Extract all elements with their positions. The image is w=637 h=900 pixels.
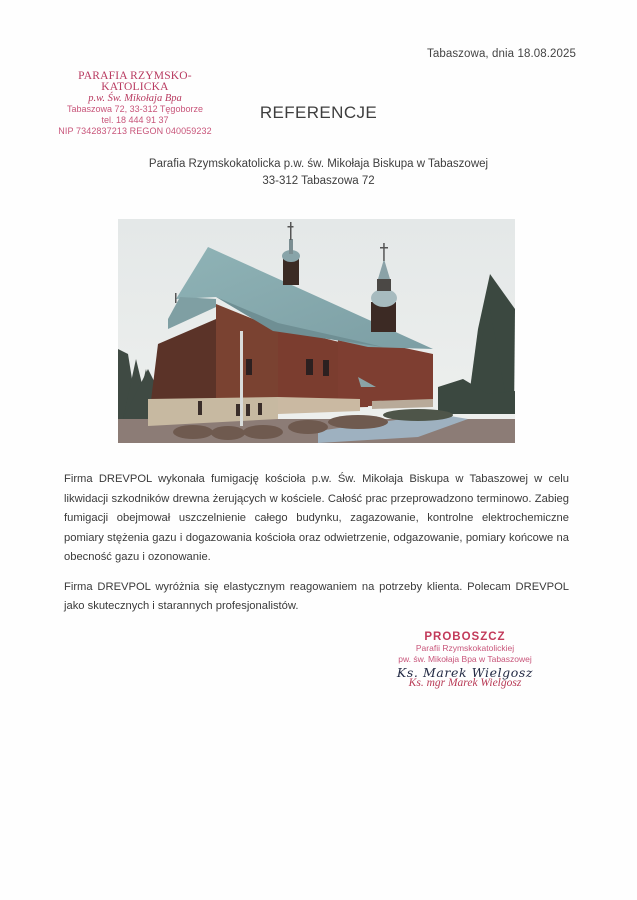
stamp-line-patron: p.w. Św. Mikołaja Bpa xyxy=(88,93,182,104)
church-illustration xyxy=(118,219,515,443)
signature-title: PROBOSZCZ xyxy=(424,631,506,643)
signature-printed-name: Ks. mgr Marek Wielgosz xyxy=(408,677,522,689)
stamp-line-tax-ids: NIP 7342837213 REGON 040059232 xyxy=(58,126,212,136)
addressee-block xyxy=(0,156,637,190)
addressee-address: 33-312 Tabaszowa 72 xyxy=(262,175,375,187)
addressee-name: Parafia Rzymskokatolicka p.w. św. Mikołaja Biskupa w Tabaszowej xyxy=(148,158,489,170)
paragraph-recommendation: Firma DREVPOL wyróżnia się elastycznym reagowaniem na potrzeby klienta. Polecam DREVPOL jako skutecznych i starannych profesjonalistów. xyxy=(64,580,569,612)
paragraph-service-description: Firma DREVPOL wykonała fumigację kościoła p.w. Św. Mikołaja Biskupa w Tabaszowej w celu likwidacji szkodników drewna żerujących w kościele. Całość prac przeprowadzono terminowo. Zabieg fumigacji obejmował uszczelnienie całego budynku, zagazowanie, kontrolne elektrochemiczne pomiary stężenia gazu i dogazowania kościoła oraz odwietrzenie, odgazowanie, pomiary końcowe na obecność gazu i ozonowanie. xyxy=(64,473,569,563)
stamp-line-parish: PARAFIA RZYMSKO-KATOLICKA xyxy=(78,70,192,93)
handwritten-signature: Ks. Marek Wielgosz xyxy=(396,665,534,680)
church-photo xyxy=(118,219,515,443)
document-title: REFERENCJE xyxy=(259,103,378,122)
date-line: Tabaszowa, dnia 18.08.2025 xyxy=(427,48,577,60)
signature-parish: Parafii Rzymskokatolickiej xyxy=(415,643,515,653)
stamp-line-address: Tabaszowa 72, 33-312 Tęgoborze xyxy=(67,104,203,114)
letter-body xyxy=(64,470,569,617)
signature-parish-location: pw. św. Mikołaja Bpa w Tabaszowej xyxy=(398,654,532,664)
signature-stamp xyxy=(380,632,550,689)
stamp-line-phone: tel. 18 444 91 37 xyxy=(101,115,169,125)
